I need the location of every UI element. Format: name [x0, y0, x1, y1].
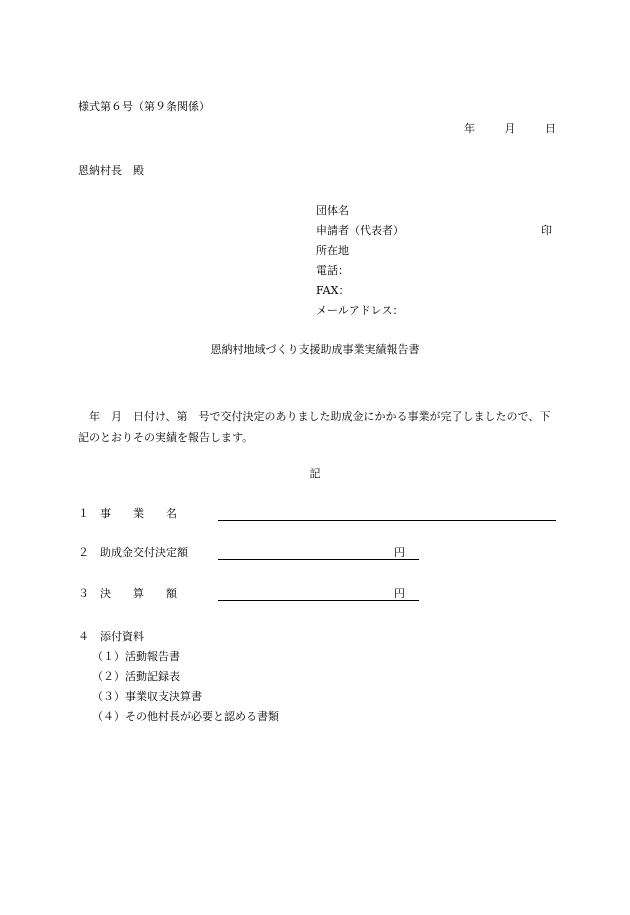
applicant-block	[316, 205, 552, 325]
addressee: 恩納村長 殿	[78, 164, 144, 177]
date-line	[464, 123, 556, 134]
email-label: メールアドレス：	[316, 304, 404, 317]
settlement-amount-label: ３ 決 算 額	[78, 587, 177, 600]
date-year: 年	[464, 122, 475, 135]
phone-label: 電話：	[316, 264, 349, 277]
attachment-item: （１）活動報告書	[92, 650, 180, 663]
settlement-amount-line	[218, 586, 419, 601]
address-row	[316, 245, 552, 265]
email-row	[316, 305, 552, 325]
date-day: 日	[545, 122, 556, 135]
document-title: 恩納村地域づくり支援助成事業実績報告書	[210, 343, 420, 356]
project-name-line	[218, 506, 556, 521]
grant-amount-label: ２ 助成金交付決定額	[78, 546, 188, 559]
attachments-section	[78, 631, 279, 722]
attachments-heading: ４ 添付資料	[78, 630, 144, 643]
grant-amount-line	[218, 545, 419, 560]
grant-amount-unit: 円	[394, 546, 405, 559]
applicant-row	[316, 225, 552, 245]
fax-label: FAX：	[316, 284, 350, 297]
settlement-amount-unit: 円	[394, 587, 405, 600]
ki-heading: 記	[309, 467, 321, 480]
org-name-row	[316, 205, 552, 225]
attachment-item: （２）活動記録表	[92, 670, 180, 683]
report-body-text: 年 月 日付け、第 号で交付決定のありました助成金にかかる事業が完了しましたので、下記のとおりその実績を報告します。	[78, 410, 551, 444]
seal-mark: 印	[541, 224, 552, 237]
date-month: 月	[504, 122, 516, 135]
attachment-item: （４）その他村長が必要と認める書類	[92, 710, 279, 723]
org-name-label: 団体名	[316, 204, 349, 217]
project-name-label: １ 事 業 名	[78, 507, 177, 520]
form-number: 様式第６号（第９条関係）	[78, 100, 210, 113]
address-label: 所在地	[316, 244, 349, 257]
phone-row	[316, 265, 552, 285]
fax-row	[316, 285, 552, 305]
applicant-label: 申請者（代表者）	[316, 224, 404, 237]
attachment-item: （３）事業収支決算書	[92, 690, 202, 703]
